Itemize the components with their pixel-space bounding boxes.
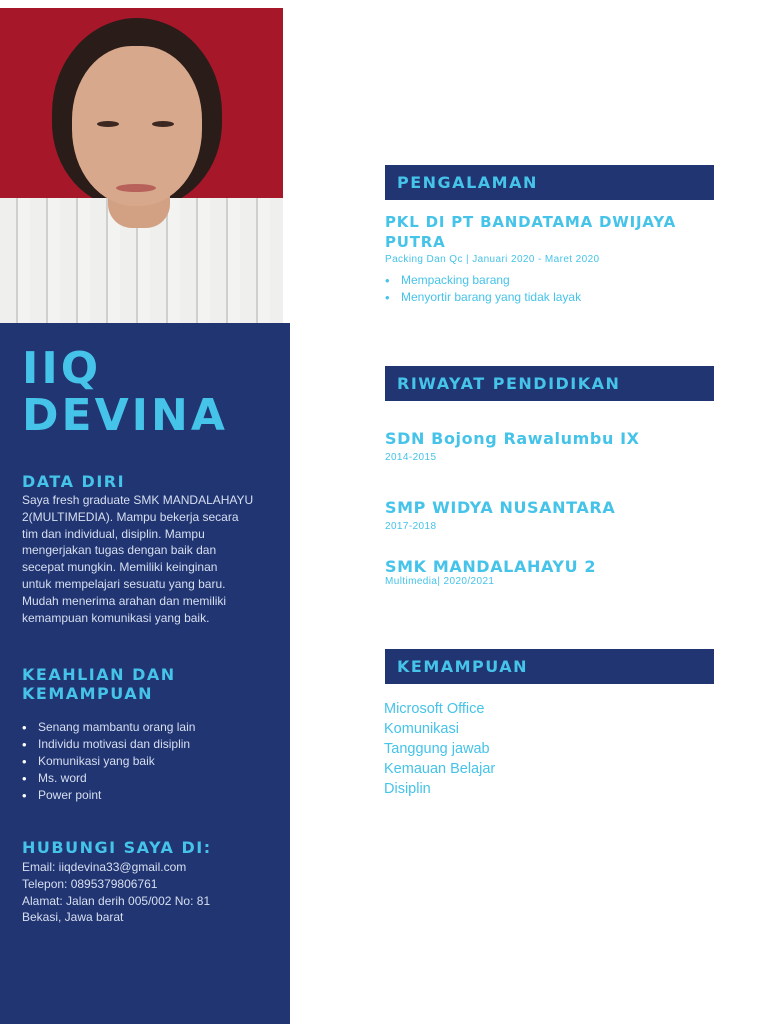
skill-item: Komunikasi [384,721,459,737]
data-diri-line: Mudah menerima arahan dan memiliki [22,593,227,608]
pengalaman-heading: PENGALAMAN [385,165,714,200]
name-last: DEVINA [22,390,228,441]
list-item: • Power point [22,787,195,804]
photo-eye-right [152,121,174,127]
contact-phone: Telepon: 0895379806761 [22,876,158,891]
skill-item: Disiplin [384,781,431,797]
keahlian-heading-line: KEMAMPUAN [22,684,154,703]
photo-mouth [116,184,156,192]
name-first: IIQ [22,343,102,394]
list-item: • Komunikasi yang baik [22,753,195,770]
data-diri-line: mengerjakan tugas dengan baik dan [22,543,217,558]
contact-address: Alamat: Jalan derih 005/002 No: 81 [22,893,211,908]
kontak-text [22,859,210,926]
skill-item: Kemauan Belajar [384,761,496,777]
data-diri-line: kemampuan komunikasi yang baik. [22,610,210,625]
data-diri-line: untuk mempelajari sesuatu yang baru. [22,576,226,591]
list-item: • Individu motivasi dan disiplin [22,736,195,753]
kontak-heading: HUBUNGI SAYA DI: [22,838,212,857]
list-item: • Menyortir barang yang tidak layak [385,289,581,306]
data-diri-line: secepat mungkin. Memiliki keinginan [22,560,218,575]
school-years: 2017-2018 [385,521,437,532]
person-name [22,345,228,439]
job-meta: Packing Dan Qc | Januari 2020 - Maret 2020 [385,254,600,265]
job-title-line: PUTRA [385,233,446,251]
contact-address-city: Bekasi, Jawa barat [22,910,124,925]
school-name: SMP WIDYA NUSANTARA [385,498,616,517]
keahlian-heading [22,665,176,703]
data-diri-line: tim dan individual, disiplin. Mampu [22,526,205,541]
photo-eye-left [97,121,119,127]
kemampuan-heading: KEMAMPUAN [385,649,714,684]
school-name: SMK MANDALAHAYU 2 [385,557,597,576]
profile-photo [0,8,283,324]
list-item: • Mempacking barang [385,272,581,289]
data-diri-text [22,492,253,626]
keahlian-heading-line: KEAHLIAN DAN [22,665,176,684]
job-title-line: PKL DI PT BANDATAMA DWIJAYA [385,213,676,231]
photo-face [72,46,202,206]
pendidikan-heading: RIWAYAT PENDIDIKAN [385,366,714,401]
list-item: • Senang mambantu orang lain [22,719,195,736]
job-duties [385,272,581,306]
keahlian-list [22,719,195,804]
skill-item: Tanggung jawab [384,741,490,757]
data-diri-line: 2(MULTIMEDIA). Mampu bekerja secara [22,509,239,524]
list-item: • Ms. word [22,770,195,787]
data-diri-heading: DATA DIRI [22,472,126,491]
school-years: 2014-2015 [385,452,437,463]
data-diri-line: Saya fresh graduate SMK MANDALAHAYU [22,493,254,507]
contact-email: Email: iiqdevina33@gmail.com [22,860,187,874]
sidebar [0,0,290,1024]
job-title [385,212,705,252]
school-years: Multimedia| 2020/2021 [385,576,495,587]
kemampuan-list [384,699,495,799]
skill-item: Microsoft Office [384,701,485,717]
school-name: SDN Bojong Rawalumbu IX [385,429,640,448]
